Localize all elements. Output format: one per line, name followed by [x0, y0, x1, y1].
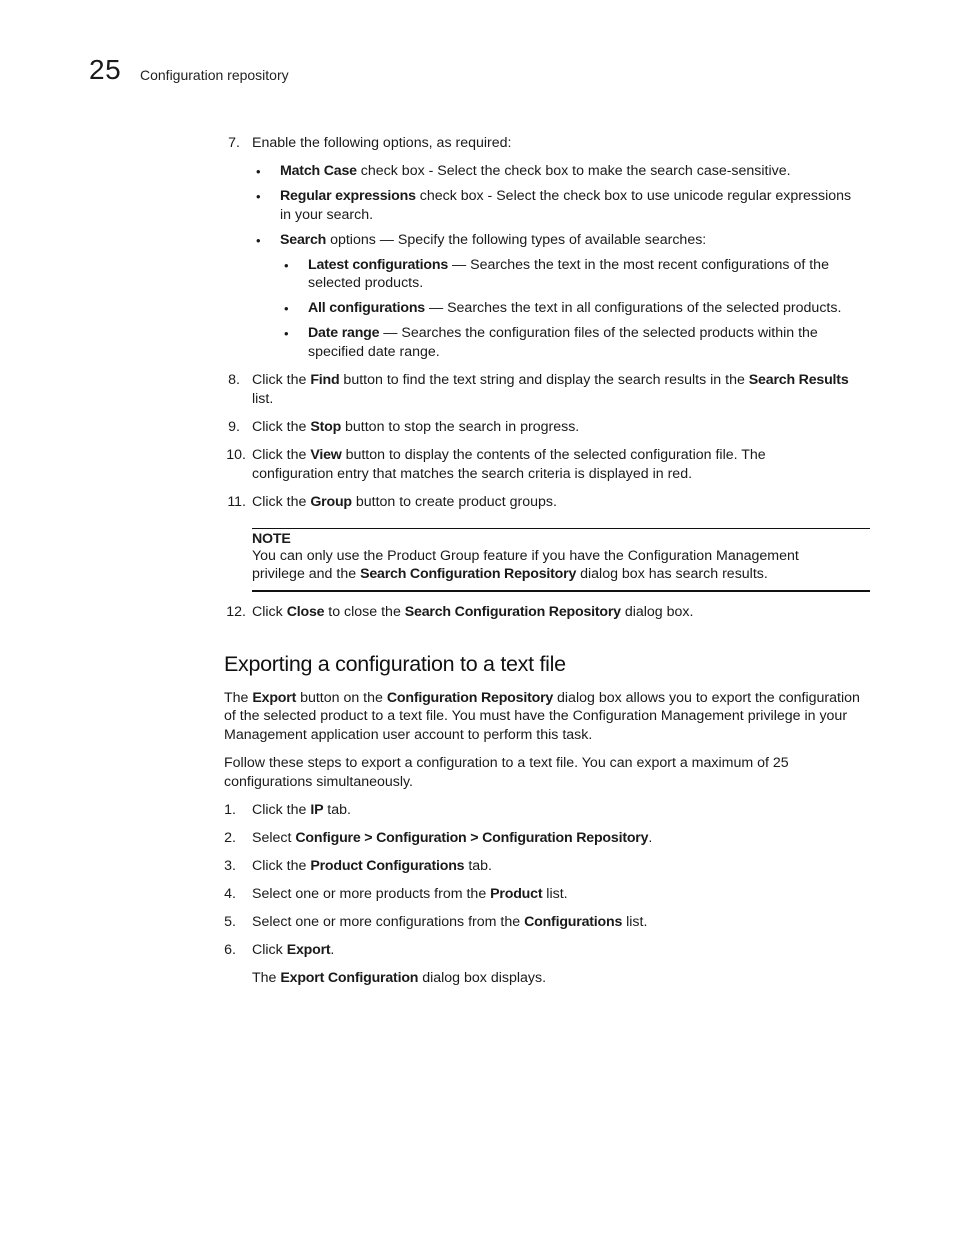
step-text: [252, 371, 849, 390]
text: Click the: [252, 372, 311, 388]
list-item: [280, 231, 706, 250]
text: dialog box allows you to export the configuration: [553, 690, 860, 706]
step-text: [252, 857, 492, 876]
text: button to display the contents of the selected configuration file. The: [341, 447, 766, 463]
step-text: [252, 446, 766, 465]
step-number: 5.: [224, 914, 236, 930]
step-number: 2.: [224, 830, 236, 846]
step-text: [252, 493, 557, 512]
step-number: 12.: [226, 604, 246, 620]
text: The: [252, 970, 281, 986]
step-number: 1.: [224, 802, 236, 818]
bullet-glyph: •: [256, 164, 261, 179]
section-heading: Exporting a configuration to a text file: [224, 652, 566, 676]
term: Configure > Configuration > Configuration Repository: [295, 830, 649, 846]
list-item: [280, 162, 791, 181]
text: to close the: [324, 604, 405, 620]
term: All configurations: [308, 300, 425, 316]
sub-list-item: [308, 299, 841, 318]
term: Match Case: [280, 163, 357, 179]
text: button to create product groups.: [351, 494, 557, 510]
bullet-glyph: •: [256, 233, 261, 248]
step-number: 3.: [224, 858, 236, 874]
text: Select: [252, 830, 296, 846]
sub-list-item: [308, 324, 818, 343]
step-number: 11.: [227, 494, 246, 510]
list-item: [280, 187, 851, 206]
note-bottom-rule: [252, 590, 870, 592]
text: Click: [252, 604, 287, 620]
term: Latest configurations: [308, 257, 449, 273]
term: Export: [252, 690, 297, 706]
paragraph-line: Management application user account to perform this task.: [224, 727, 593, 743]
term: IP: [310, 802, 324, 818]
term: Search: [280, 232, 327, 248]
term: Product Configurations: [310, 858, 465, 874]
text: list.: [622, 914, 648, 930]
sub-list-item-cont: specified date range.: [308, 344, 440, 360]
step-number: 6.: [224, 942, 236, 958]
term: Search Configuration Repository: [404, 604, 621, 620]
text: dialog box has search results.: [576, 566, 768, 582]
chapter-title: Configuration repository: [140, 67, 289, 83]
text: button to stop the search in progress.: [341, 419, 580, 435]
step-text-cont: configuration entry that matches the search criteria is displayed in red.: [252, 466, 693, 482]
text: dialog box.: [620, 604, 694, 620]
text: The: [224, 690, 253, 706]
bullet-glyph: •: [256, 189, 261, 204]
text: button on the: [296, 690, 387, 706]
text: Click the: [252, 858, 311, 874]
sub-list-item: [308, 256, 829, 275]
paragraph-line: [224, 689, 860, 708]
note-label-text: NOTE: [252, 531, 291, 547]
note-text: You can only use the Product Group feature if you have the Configuration Management: [252, 548, 799, 564]
step-text-cont: list.: [252, 391, 274, 407]
note-text: [252, 565, 768, 584]
step-text: [252, 801, 351, 820]
text: .: [330, 942, 335, 958]
note-top-rule: [252, 528, 870, 529]
text: Click the: [252, 494, 311, 510]
step-text: [252, 885, 568, 904]
list-item-cont: in your search.: [280, 207, 374, 223]
step-number: 7.: [228, 135, 240, 151]
text: dialog box displays.: [418, 970, 547, 986]
term: Group: [310, 494, 352, 510]
term: Search Results: [748, 372, 849, 388]
step-text: [252, 418, 579, 437]
term: Date range: [308, 325, 380, 341]
text: button to find the text string and display the search results in the: [339, 372, 749, 388]
desc: check box - Select the check box to make the search case-sensitive.: [356, 163, 791, 179]
desc: options — Specify the following types of available searches:: [326, 232, 707, 248]
term: Close: [286, 604, 325, 620]
text: tab.: [323, 802, 351, 818]
desc: — Searches the text in all configurations of the selected products.: [425, 300, 842, 316]
term: Search Configuration Repository: [360, 566, 577, 582]
text: .: [648, 830, 653, 846]
text: privilege and the: [252, 566, 361, 582]
bullet-glyph: •: [284, 258, 289, 273]
step-text: [252, 941, 334, 960]
step-text: [252, 829, 652, 848]
bullet-glyph: •: [284, 301, 289, 316]
term: Configuration Repository: [386, 690, 554, 706]
text: Click the: [252, 419, 311, 435]
desc: check box - Select the check box to use unicode regular expressions: [415, 188, 852, 204]
text: Click the: [252, 447, 311, 463]
step-number: 8.: [228, 372, 240, 388]
term: Find: [310, 372, 340, 388]
text: Click the: [252, 802, 311, 818]
step-result: [252, 969, 546, 988]
step-text: [252, 603, 693, 622]
sub-list-item-cont: selected products.: [308, 275, 424, 291]
text: Click: [252, 942, 287, 958]
term: View: [310, 447, 342, 463]
term: Regular expressions: [280, 188, 416, 204]
desc: — Searches the configuration files of the selected products within the: [379, 325, 818, 341]
term: Export: [286, 942, 331, 958]
step-number: 9.: [228, 419, 240, 435]
paragraph-line: Follow these steps to export a configuration to a text file. You can export a maximum of 25: [224, 755, 789, 771]
term: Export Configuration: [280, 970, 419, 986]
term: Product: [490, 886, 543, 902]
bullet-glyph: •: [284, 326, 289, 341]
chapter-number: 25: [89, 54, 122, 85]
step-number: 10.: [226, 447, 246, 463]
step-number: 4.: [224, 886, 236, 902]
text: tab.: [464, 858, 492, 874]
paragraph-line: configurations simultaneously.: [224, 774, 414, 790]
term: Stop: [310, 419, 342, 435]
paragraph-line: of the selected product to a text file. You must have the Configuration Management privilege in your: [224, 708, 848, 724]
step-text: Enable the following options, as required:: [252, 135, 512, 151]
desc: — Searches the text in the most recent configurations of the: [448, 257, 829, 273]
text: Select one or more configurations from the: [252, 914, 525, 930]
step-text: [252, 913, 647, 932]
text: Select one or more products from the: [252, 886, 491, 902]
text: list.: [542, 886, 568, 902]
term: Configurations: [524, 914, 623, 930]
